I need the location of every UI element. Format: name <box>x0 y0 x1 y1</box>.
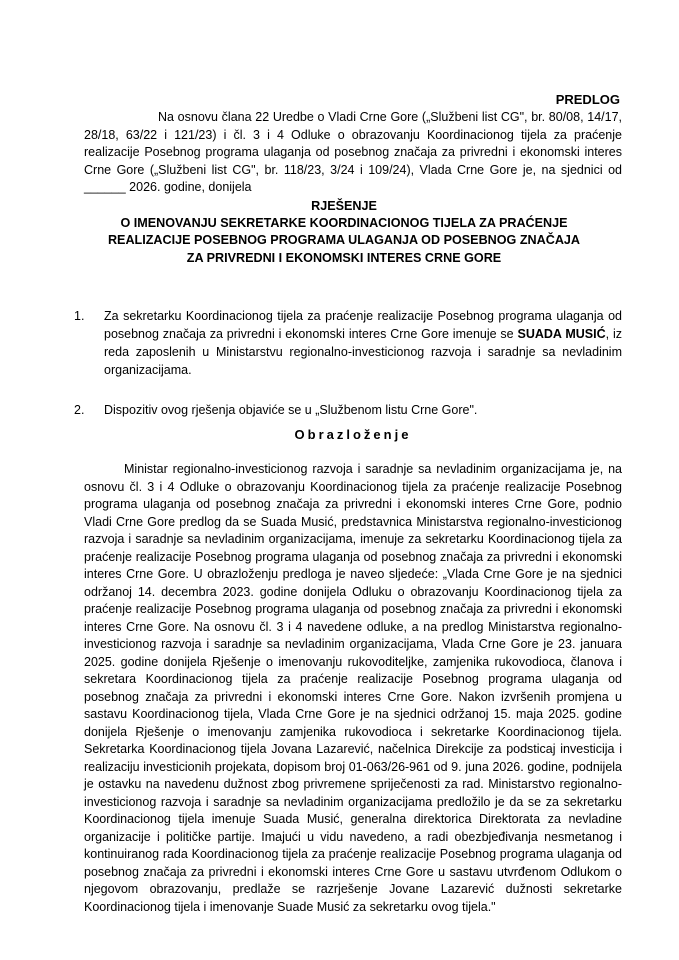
decision-item-2 <box>74 401 622 419</box>
item-number: 2. <box>74 403 85 417</box>
predlog-label: PREDLOG <box>555 92 620 107</box>
explanation-heading: Obrazloženje <box>294 427 412 442</box>
decision-title <box>64 198 624 267</box>
decision-title-line-1: O IMENOVANJU SEKRETARKE KOORDINACIONOG TIJELA ZA PRAĆENJE <box>120 216 568 231</box>
explanation-text: Ministar regionalno-investicionog razvoja i saradnje sa nevladinim organizacijama je, na osnovu čl. 3 i 4 Odluke o obrazovanju Koordinacionog tijela za praćenje realizacije Posebnog programa ulaganja od posebnog značaja za privredni i ekonomski interes Crne Gore, podnio Vladi Crne Gore predlog da se Suada Musić, predstavnica Ministarstva regionalno-investicionog razvoja i saradnje sa nevladinim organizacijama, imenuje za sekretarku Koordinacionog tijela za praćenje realizacije Posebnog programa ulaganja od posebnog značaja za privredni i ekonomski interes Crne Gore. U obrazloženju predloga je naveo sljedeće: „Vlada Crne Gore je na sjednici održanoj 14. decembra 2023. godine donijela Odluku o obrazovanju Koordinacionog tijela za praćenje realizacije Posebnog programa ulaganja od posebnog značaja za privredni i ekonomski interes Crne Gore. Na osnovu čl. 3 i 4 navedene odluke, a na predlog Ministarstva regionalno-investicionog razvoja i saradnje sa nevladinim organizacijama, Vlada Crne Gore je 23. januara 2025. godine donijela Rješenje o imenovanju rukovoditeljke, zamjenika rukovodioca, članova i sekretara Koordinacionog tijela za praćenje realizacije Posebnog programa ulaganja od posebnog značaja za privredni i ekonomski interes Crne Gore. Nakon izvršenih promjena u sastavu Koordinacionog tijela, Vlada Crne Gore je na sjednici održanoj 15. maja 2025. godine donijela Rješenje o imenovanju zamjenika rukovodioca i sekretarke Koordinacionog tijela. Sekretarka Koordinacionog tijela Jovana Lazarević, načelnica Direkcije za podsticaj investicija i realizaciju investicionih projekata, dopisom broj 01-063/26-961 od 9. juna 2026. godine, podnijela je ostavku na navedenu dužnost zbog privremene spriječenosti za rad. Ministarstvo regionalno-investicionog razvoja i saradnje sa nevladinim organizacijama predložilo je da se za sekretarku Koordinacionog tijela imenuje Suada Musić, generalna direktorica Direktorata za nevladine organizacije i političke partije. Imajući u vidu navedeno, a radi obezbjeđivanja nesmetanog i kontinuiranog rada Koordinacionog tijela za praćenje realizacije Posebnog programa ulaganja od posebnog značaja za privredni i ekonomski interes Crne Gore u sastavu utvrđenom Odlukom o njegovom obrazovanju, predlaže se razrješenje Jovane Lazarević dužnosti sekretarke Koordinacionog tijela i imenovanje Suade Musić za sekretarku ovog tijela." <box>84 462 622 914</box>
decision-title-line-3: ZA PRIVREDNI I EKONOMSKI INTERES CRNE GORE <box>186 250 502 265</box>
decision-heading: RJEŠENJE <box>311 199 377 213</box>
item-text: Za sekretarku Koordinacionog tijela za praćenje realizacije Posebnog programa ulaganja od posebnog značaja za privredni i ekonomski interes Crne Gore imenuje se <box>104 309 622 341</box>
legal-basis-preamble: Na osnovu člana 22 Uredbe o Vladi Crne Gore („Službeni list CG", br. 80/08, 14/17, 28/18, 63/22 i 121/23) i čl. 3 i 4 Odluke o obrazovanju Koordinacionog tijela za praćenje realizacije Posebnog programa ulaganja od posebnog značaja za privredni i ekonomski interes Crne Gore („Službeni list CG", br. 118/23, 3/24 i 109/24), Vlada Crne Gore je, na sjednici od ______ 2026. godine, donijela <box>84 110 622 194</box>
appointee-name: SUADA MUSIĆ <box>517 327 606 341</box>
item-text: , iz reda zaposlenih u Ministarstvu regionalno-investicionog razvoja i saradnje sa nevladinim organizacijama. <box>104 327 622 377</box>
item-number: 1. <box>74 309 85 323</box>
decision-items <box>74 307 622 419</box>
item-text: Dispozitiv ovog rješenja objaviće se u „Službenom listu Crne Gore". <box>104 403 478 417</box>
decision-item-1 <box>74 307 622 379</box>
decision-title-line-2: REALIZACIJE POSEBNOG PROGRAMA ULAGANJA OD POSEBNOG ZNAČAJA <box>107 233 581 248</box>
